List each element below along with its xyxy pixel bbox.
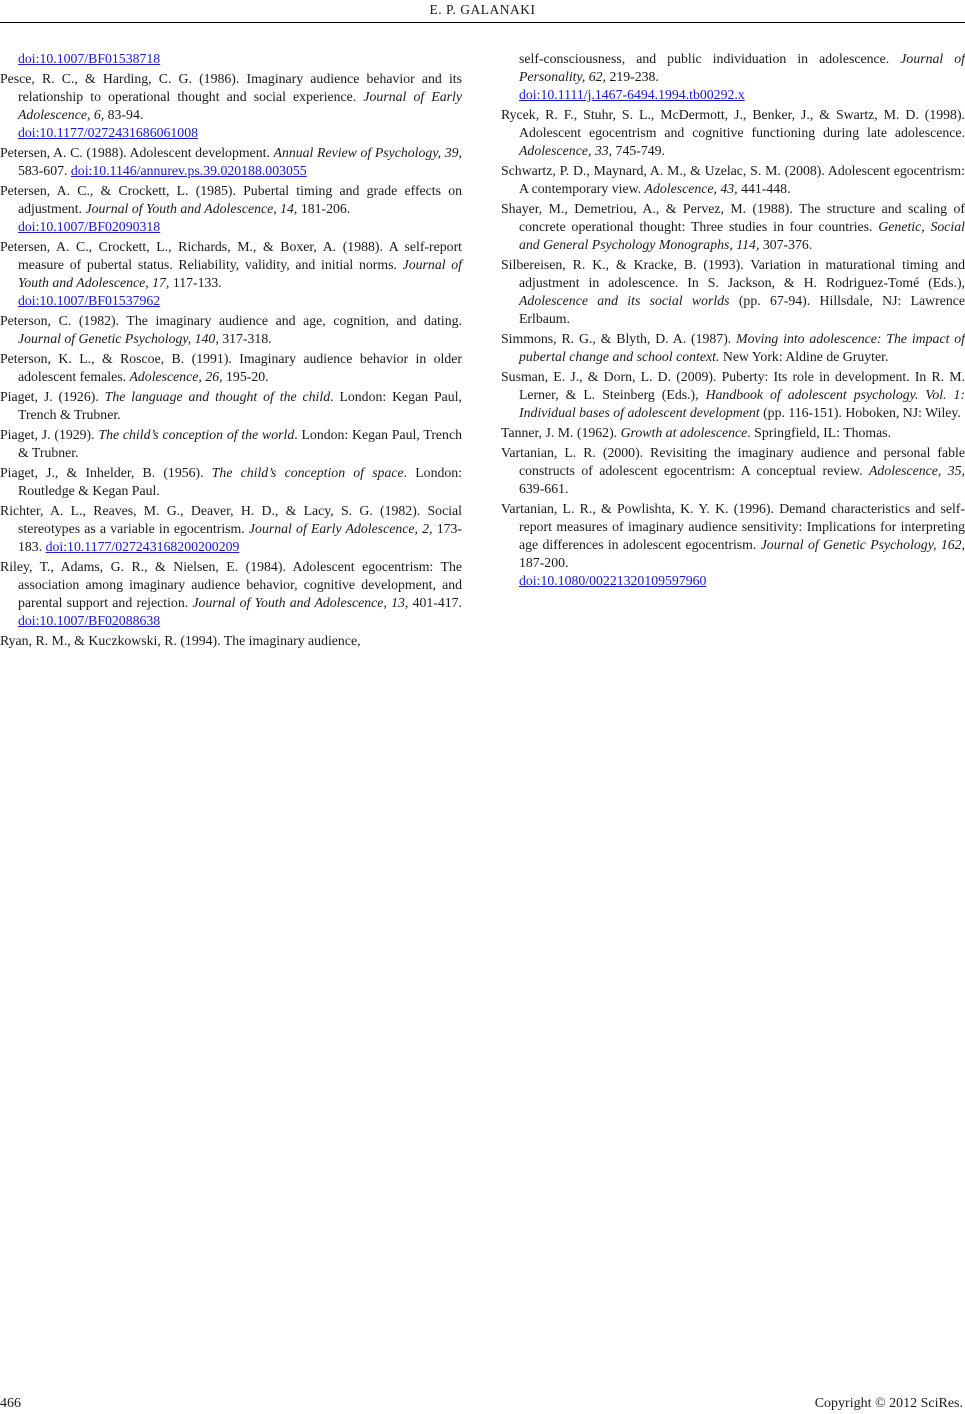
doi-link[interactable]: doi:10.1080/00221320109597960 bbox=[519, 573, 707, 588]
reference-entry bbox=[501, 424, 965, 442]
reference-text: Piaget, J. (1929). bbox=[0, 427, 99, 442]
reference-text: Rycek, R. F., Stuhr, S. L., McDermott, J., Benker, J., & Swartz, M. D. (1998). Adolescent egocentrism and cognitive functioning during late adolescence. bbox=[501, 107, 965, 140]
reference-text: Schwartz, P. D., Maynard, A. M., & Uzelac, S. M. (2008). Adolescent egocentrism: A contemporary view. bbox=[501, 163, 965, 196]
reference-pages: . Springfield, IL: Thomas. bbox=[747, 425, 892, 440]
reference-entry bbox=[0, 426, 462, 462]
reference-entry bbox=[0, 182, 462, 236]
reference-text: Susman, E. J., & Dorn, L. D. (2009). Puberty: Its role in development. In R. M. Lerner, & L. Steinberg (Eds.), bbox=[501, 369, 965, 402]
reference-text: Piaget, J., & Inhelder, B. (1956). bbox=[0, 465, 212, 480]
reference-source-title: Adolescence, 33, bbox=[519, 143, 613, 158]
reference-text: Petersen, A. C., Crockett, L., Richards, M., & Boxer, A. (1988). A self-report measure of pubertal status. Reliability, validity, and initial norms. bbox=[0, 239, 462, 272]
reference-entry bbox=[0, 350, 462, 386]
reference-pages: , 195-20. bbox=[219, 369, 269, 384]
reference-entry bbox=[0, 388, 462, 424]
reference-entry bbox=[0, 312, 462, 348]
reference-pages: 187-200. bbox=[519, 555, 569, 570]
doi-link[interactable]: doi:10.1007/BF02090318 bbox=[18, 219, 161, 234]
doi-link[interactable]: doi:10.1177/027243168200200209 bbox=[45, 539, 240, 554]
reference-pages: 181-206. bbox=[297, 201, 351, 216]
reference-source-title: Journal of Youth and Adolescence, 13, bbox=[192, 595, 409, 610]
reference-source-title: Journal of Youth and Adolescence, 14, bbox=[85, 201, 298, 216]
reference-doi-continuation bbox=[0, 50, 462, 68]
reference-source-title: Annual Review of Psychology, 39, bbox=[273, 145, 463, 160]
reference-pages: 639-661. bbox=[519, 481, 569, 496]
reference-text: Peterson, C. (1982). The imaginary audience and age, cognition, and dating. bbox=[0, 313, 462, 328]
reference-text: Petersen, A. C. (1988). Adolescent development. bbox=[0, 145, 274, 160]
reference-text: Tanner, J. M. (1962). bbox=[501, 425, 621, 440]
reference-entry bbox=[501, 368, 965, 422]
reference-source-title: Journal of Youth and Adolescence, 17, bbox=[18, 257, 463, 290]
reference-pages: 583-607. bbox=[18, 163, 71, 178]
reference-source-title: Journal of Early Adolescence, 2, bbox=[248, 521, 433, 536]
reference-column-right bbox=[501, 50, 965, 592]
reference-pages: . London: Routledge & Kegan Paul. bbox=[18, 465, 462, 498]
reference-entry bbox=[501, 106, 965, 160]
reference-source-title: Adolescence, 35, bbox=[868, 463, 965, 478]
reference-source-title: Journal of Genetic Psychology, 140, bbox=[18, 331, 219, 346]
reference-entry bbox=[0, 70, 462, 142]
doi-link[interactable]: doi:10.1146/annurev.ps.39.020188.003055 bbox=[70, 163, 307, 178]
reference-pages: 401-417. bbox=[408, 595, 463, 610]
reference-source-title: Genetic, Social and General Psychology Monographs, 114, bbox=[519, 219, 965, 252]
doi-link[interactable]: doi:10.1111/j.1467-6494.1994.tb00292.x bbox=[519, 87, 745, 102]
reference-text: Richter, A. L., Reaves, M. G., Deaver, H. D., & Lacy, S. G. (1982). Social stereotypes as a variable in egocentrism. bbox=[0, 503, 462, 536]
doi-link[interactable]: doi:10.1007/BF01537962 bbox=[18, 293, 161, 308]
reference-pages: 317-318. bbox=[218, 331, 272, 346]
reference-entry bbox=[0, 464, 462, 500]
header-rule bbox=[0, 22, 965, 23]
reference-entry bbox=[0, 144, 462, 180]
reference-text: Ryan, R. M., & Kuczkowski, R. (1994). The imaginary audience, bbox=[0, 633, 361, 648]
reference-pages: 441-448. bbox=[737, 181, 791, 196]
reference-entry bbox=[501, 330, 965, 366]
reference-entry bbox=[501, 500, 965, 590]
reference-text: Simmons, R. G., & Blyth, D. A. (1987). bbox=[501, 331, 737, 346]
reference-text: Riley, T., Adams, G. R., & Nielsen, E. (1984). Adolescent egocentrism: The association among imaginary audience behavior, cognitive development, and parental support and rejection. bbox=[0, 559, 462, 610]
doi-link[interactable]: doi:10.1177/0272431686061008 bbox=[18, 125, 198, 140]
reference-text: self-consciousness, and public individuation in adolescence. bbox=[519, 51, 901, 66]
reference-source-title: Growth at adolescence bbox=[620, 425, 748, 440]
reference-pages: 173-183. bbox=[18, 521, 463, 554]
reference-pages: (pp. 67-94). Hillsdale, NJ: Lawrence Erlbaum. bbox=[519, 293, 965, 326]
reference-pages: 745-749. bbox=[612, 143, 665, 158]
reference-text: Peterson, K. L., & Roscoe, B. (1991). Imaginary audience behavior in older adolescent females. bbox=[0, 351, 462, 384]
page-number: 466 bbox=[0, 1396, 21, 1411]
reference-pages: (pp. 116-151). Hoboken, NJ: Wiley. bbox=[759, 405, 961, 420]
copyright-notice: Copyright © 2012 SciRes. bbox=[814, 1396, 963, 1411]
reference-text: Vartanian, L. R. (2000). Revisiting the imaginary audience and personal fable constructs of adolescent egocentrism: A conceptual review. bbox=[501, 445, 965, 478]
reference-pages: 83-94. bbox=[104, 107, 144, 122]
running-head: E. P. GALANAKI bbox=[429, 2, 536, 17]
reference-source-title: Moving into adolescence: The impact of pubertal change and school context. bbox=[519, 331, 965, 364]
reference-source-title: Journal of Personality, 62, bbox=[519, 51, 965, 84]
reference-pages: 117-133. bbox=[169, 275, 222, 290]
reference-entry bbox=[0, 632, 462, 650]
reference-pages: . London: Kegan Paul, Trench & Trubner. bbox=[18, 389, 462, 422]
reference-entry bbox=[501, 200, 965, 254]
reference-source-title: Handbook of adolescent psychology. Vol. 1: Individual bases of adolescent development bbox=[519, 387, 965, 420]
reference-source-title: The child’s conception of space bbox=[211, 465, 404, 480]
reference-text: Pesce, R. C., & Harding, C. G. (1986). Imaginary audience behavior and its relationship to operational thought and social experience. bbox=[0, 71, 462, 104]
reference-source-title: Adolescence and its social worlds bbox=[519, 293, 730, 308]
reference-pages: 307-376. bbox=[759, 237, 813, 252]
reference-entry bbox=[0, 502, 462, 556]
reference-entry bbox=[501, 444, 965, 498]
reference-pages: . London: Kegan Paul, Trench & Trubner. bbox=[18, 427, 462, 460]
reference-column-left bbox=[0, 50, 462, 652]
reference-entry bbox=[0, 238, 462, 310]
reference-source-title: Journal of Genetic Psychology, 162, bbox=[760, 537, 965, 552]
reference-text: Shayer, M., Demetriou, A., & Pervez, M. (1988). The structure and scaling of concrete operational thought: Three studies in four countries. bbox=[501, 201, 965, 234]
reference-source-title: Adolescence, 26 bbox=[129, 369, 220, 384]
reference-pages: New York: Aldine de Gruyter. bbox=[719, 349, 889, 364]
reference-text: Piaget, J. (1926). bbox=[0, 389, 105, 404]
reference-entry bbox=[501, 256, 965, 328]
reference-text: Vartanian, L. R., & Powlishta, K. Y. K. (1996). Demand characteristics and self-report measures of imaginary audience sensitivity: Implications for interpreting age differences in adolescent egocentrism. bbox=[501, 501, 965, 552]
reference-source-title: Adolescence, 43, bbox=[644, 181, 738, 196]
reference-entry bbox=[501, 162, 965, 198]
reference-source-title: The language and thought of the child bbox=[104, 389, 331, 404]
reference-source-title: Journal of Early Adolescence, 6, bbox=[18, 89, 463, 122]
reference-entry bbox=[501, 50, 965, 104]
reference-source-title: The child’s conception of the world bbox=[98, 427, 295, 442]
reference-text: Petersen, A. C., & Crockett, L. (1985). Pubertal timing and grade effects on adjustment. bbox=[0, 183, 462, 216]
reference-entry bbox=[0, 558, 462, 630]
reference-pages: 219-238. bbox=[606, 69, 659, 84]
doi-link[interactable]: doi:10.1007/BF02088638 bbox=[18, 613, 161, 628]
doi-link[interactable]: doi:10.1007/BF01538718 bbox=[18, 51, 161, 66]
reference-text: Silbereisen, R. K., & Kracke, B. (1993). Variation in maturational timing and adjustment in adolescence. In S. Jackson, & H. Rodriguez-Tomé (Eds.), bbox=[501, 257, 965, 290]
